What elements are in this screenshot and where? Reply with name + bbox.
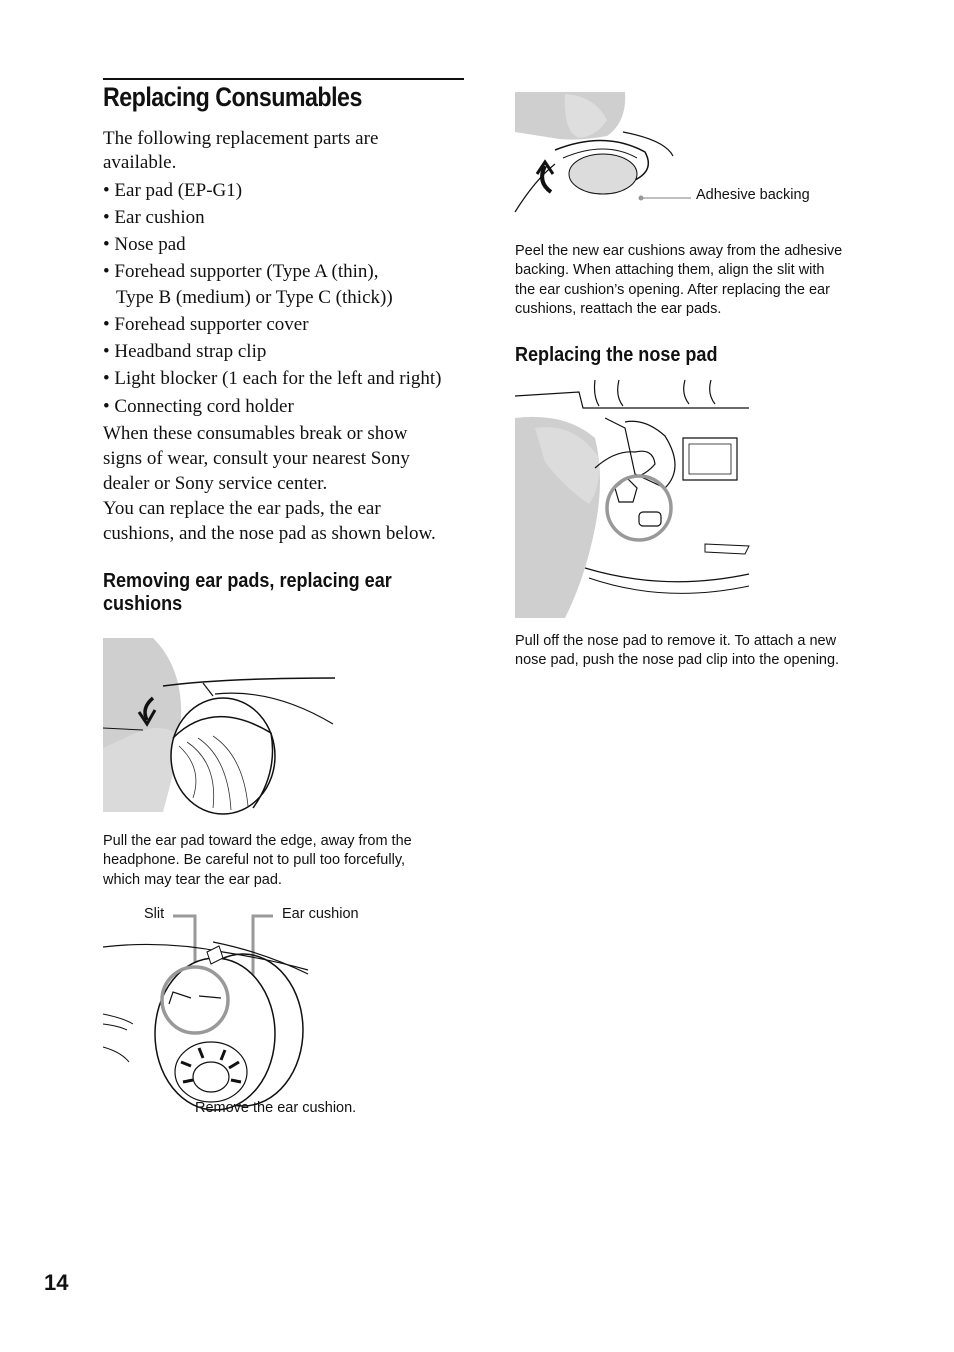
pull-text-line: which may tear the ear pad. — [103, 872, 282, 888]
ear-cushion-illustration — [103, 912, 313, 1094]
part-item: • Light blocker (1 each for the left and right) — [103, 368, 442, 389]
adhesive-backing-label: Adhesive backing — [696, 187, 810, 203]
advice-line: dealer or Sony service center. — [103, 473, 328, 494]
advice-line: You can replace the ear pads, the ear — [103, 498, 381, 519]
part-item: • Forehead supporter (Type A (thin), — [103, 261, 379, 282]
peel-text-line: backing. When attaching them, align the slit with — [515, 262, 825, 278]
section-heading-ear-line-2: cushions — [103, 592, 183, 615]
nose-text-line: nose pad, push the nose pad clip into the opening. — [515, 652, 840, 668]
intro-line-2: available. — [103, 152, 177, 173]
intro-line-1: The following replacement parts are — [103, 128, 379, 149]
advice-line: signs of wear, consult your nearest Sony — [103, 448, 410, 469]
pull-text-line: headphone. Be careful not to pull too forcefully, — [103, 852, 406, 868]
part-item: • Ear cushion — [103, 207, 205, 228]
adhesive-backing-illustration — [515, 92, 695, 218]
page-number: 14 — [44, 1270, 69, 1295]
part-item: • Forehead supporter cover — [103, 314, 309, 335]
page-title: Replacing Consumables — [103, 82, 362, 112]
nose-text-line: Pull off the nose pad to remove it. To attach a new — [515, 633, 837, 649]
ear-cushion-label: Ear cushion — [282, 906, 359, 922]
peel-text-line: Peel the new ear cushions away from the adhesive — [515, 243, 843, 259]
advice-line: cushions, and the nose pad as shown below. — [103, 523, 436, 544]
part-item: • Nose pad — [103, 234, 186, 255]
section-heading-ear-line-1: Removing ear pads, replacing ear — [103, 569, 392, 592]
peel-text-line: the ear cushion’s opening. After replacing the ear — [515, 282, 830, 298]
advice-line: When these consumables break or show — [103, 423, 408, 444]
slit-label: Slit — [144, 906, 165, 922]
ear-pad-removal-illustration — [103, 638, 335, 812]
part-item-continued: Type B (medium) or Type C (thick)) — [116, 287, 393, 308]
remove-cushion-caption: Remove the ear cushion. — [195, 1100, 357, 1116]
pull-text-line: Pull the ear pad toward the edge, away from the — [103, 833, 412, 849]
peel-text-line: cushions, reattach the ear pads. — [515, 301, 722, 317]
part-item: • Connecting cord holder — [103, 396, 294, 417]
title-rule — [103, 78, 464, 80]
part-item: • Headband strap clip — [103, 341, 267, 362]
part-item: • Ear pad (EP-G1) — [103, 180, 243, 201]
nose-pad-illustration — [515, 378, 751, 618]
section-heading-nose: Replacing the nose pad — [515, 343, 718, 366]
